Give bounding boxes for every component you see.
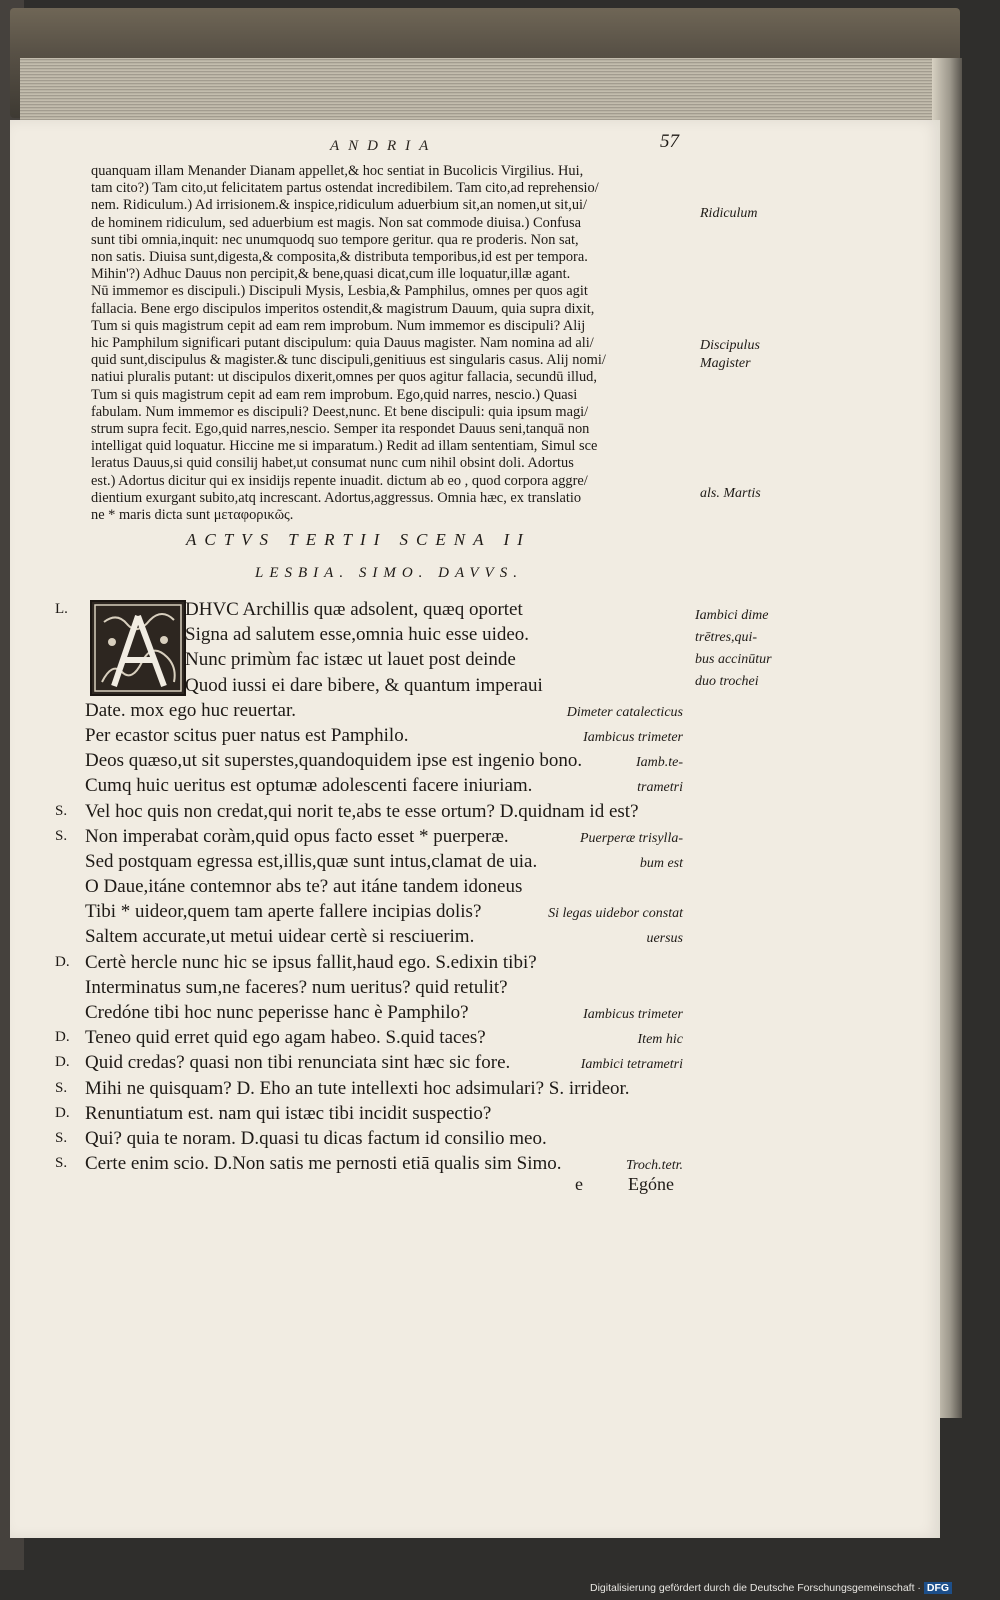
page-edges [20, 58, 948, 128]
verse-text: Nunc primùm fac istæc ut lauet post deinde [185, 649, 516, 671]
commentary-line: natiui pluralis putant: ut discipulos dixerit,omnes per quos agitur fallacia, secundū illud, [91, 369, 597, 386]
commentary-line: Tum si quis magistrum cepit ad eam rem improbum. Num immemor es discipuli? Alij [91, 317, 586, 334]
meter-note: Puerperæ trisylla- [579, 830, 683, 846]
verse-line [85, 698, 687, 723]
verse-text: DHVC Archillis quæ adsolent, quæq oportet [185, 599, 523, 620]
verse-line [85, 924, 687, 949]
meter-note: Si legas uidebor constat [548, 906, 683, 922]
verse-text: Certè hercle nunc hic se ipsus fallit,haud ego. S.edixin tibi? [85, 951, 537, 973]
credit-text: Digitalisierung gefördert durch die Deutsche Forschungsgemeinschaft · [590, 1582, 921, 1594]
verse-text: Certe enim scio. D.Non satis me pernosti etiā qualis sim Simo. [85, 1153, 562, 1175]
verse-text: Date. mox ego huc reuertar. [85, 699, 297, 721]
verse-line [85, 1000, 687, 1025]
verse-line [55, 1076, 687, 1101]
meter-note: Iambici tetrametri [580, 1057, 683, 1073]
commentary-line: quanquam illam Menander Dianam appellet,& hoc sentiat in Bucolicis Virgilius. Hui, [91, 163, 584, 179]
verse-margin-note [695, 605, 772, 693]
commentary-line: Mihin'?) Adhuc Dauus non percipit,& bene,quasi dicat,cum ille loquatur,illæ agant. [91, 266, 571, 283]
commentary-line: sunt tibi omnia,inquit: nec unumquodq suo tempore geritur. qua re proderis. Non sat, [91, 231, 579, 248]
speaker-mark: D. [55, 1104, 70, 1121]
commentary-line: hic Pamphilum significari putant discipulum: quia Dauus magister. Nam nomina ad ali/ [91, 335, 594, 352]
verse-line [55, 824, 687, 849]
commentary-line: dientium exurgant subito,atq increscant. Adortus,aggressus. Omnia hæc, ex translatio [91, 489, 582, 506]
speaker-mark: D. [55, 953, 70, 970]
speaker-mark: S. [55, 802, 68, 819]
verse-text: Qui? quia te noram. D.quasi tu dicas factum id consilio meo. [85, 1127, 547, 1149]
page-number: 57 [660, 131, 679, 152]
meter-note: Item hic [637, 1032, 683, 1048]
verse-margin-line: duo trochei [695, 674, 759, 689]
margin-note-martis: als. Martis [700, 486, 761, 501]
commentary-line: Tum si quis magistrum cepit ad eam rem improbum. Ego,quid narres, nescio.) Quasi [91, 386, 578, 403]
signature-mark: e [575, 1174, 583, 1194]
speaker-mark: D. [55, 1054, 70, 1071]
verse-text: O Daue,itáne contemnor abs te? aut itáne tandem idoneus [85, 876, 523, 898]
verse-line [85, 723, 687, 748]
meter-note: Troch.tetr. [625, 1158, 683, 1174]
verse-margin-line: Iambici dime [695, 608, 769, 623]
meter-note: trametri [637, 780, 683, 796]
commentary-line: tam cito?) Tam cito,ut felicitatem partus ostendat incredibilem. Tam cito,ad reprehensio/ [91, 180, 599, 197]
commentary-line: leratus Dauus,si quid consilij habet,ut consumat nunc cum nihil obsint doli. Adortus [91, 455, 574, 472]
verse-text: Teneo quid erret quid ego agam habeo. S.quid taces? [85, 1027, 486, 1049]
commentary-line: non satis. Diuisa sunt,digesta,& composita,& distributa temporibus,id est per tempora. [91, 249, 588, 266]
verse-text: Saltem accurate,ut metui uidear certè si resciuerim. [85, 926, 475, 948]
verse-line [85, 849, 687, 874]
verse-text: Sed postquam egressa est,illis,quæ sunt intus,clamat de uia. [85, 850, 538, 872]
catchword: Egóne [628, 1174, 674, 1194]
verse-text: Mihi ne quisquam? D. Eho an tute intellexti hoc adsimulari? S. irrideor. [85, 1077, 630, 1099]
meter-note: uersus [646, 931, 683, 947]
commentary-line: de hominem ridiculum, sed aduerbium est magis. Non sat commode diuisa.) Confusa [91, 214, 581, 231]
verse-line [85, 874, 687, 899]
verse-line [85, 673, 687, 698]
margin-note-line: Magister [700, 356, 751, 371]
scene-heading: ACTVS TERTII SCENA II [186, 530, 531, 549]
verse-line [85, 975, 687, 1000]
commentary-line: Nū immemor es discipuli.) Discipuli Mysis, Lesbia,& Pamphilus, omnes per quos agit [91, 283, 588, 300]
verse-text: Vel hoc quis non credat,qui norit te,abs te esse ortum? D.quidnam id est? [85, 800, 639, 822]
verse-line [55, 799, 687, 824]
meter-note: Iambicus trimeter [583, 1007, 683, 1022]
verse-text: Cumq huic ueritus est optumæ adolescenti facere iniuriam. [85, 775, 533, 797]
verse-margin-line: trētres,qui- [695, 630, 758, 645]
meter-note: bum est [639, 855, 683, 871]
verse-line [55, 1126, 687, 1151]
speaker-mark: S. [55, 1155, 68, 1172]
dfg-logo: DFG [924, 1582, 952, 1594]
scene-persons: LESBIA. SIMO. DAVVS. [255, 565, 523, 581]
verse-line [55, 1050, 687, 1075]
speaker-mark: L. [55, 601, 68, 617]
commentary-line: intelligat quid loquatur. Hiccine me si imparatum.) Redit ad illam sententiam, Simul sce [91, 438, 598, 455]
commentary-block [91, 163, 691, 524]
verse-text: Non imperabat coràm,quid opus facto esset * puerperæ. [85, 825, 509, 847]
verse-text: Signa ad salutem esse,omnia huic esse uideo. [185, 624, 530, 646]
meter-note: Dimeter catalecticus [566, 704, 683, 720]
verse-line [55, 950, 687, 975]
verse-line [85, 773, 687, 798]
verse-text: Quod iussi ei dare bibere, & quantum imperaui [185, 674, 543, 696]
verse-text: Interminatus sum,ne faceres? num ueritus? quid retulit? [85, 976, 508, 998]
speaker-mark: D. [55, 1029, 70, 1046]
meter-note: Iambicus trimeter [583, 729, 683, 745]
margin-note-ridiculum: Ridiculum [700, 206, 758, 221]
verse-text: Credóne tibi hoc nunc peperisse hanc è Pamphilo? [85, 1002, 469, 1023]
verse-block [55, 597, 687, 1176]
verse-text: Renuntiatum est. nam qui istæc tibi incidit suspectio? [85, 1102, 492, 1124]
speaker-mark: S. [55, 827, 68, 844]
verse-line [55, 1101, 687, 1126]
verse-text: Tibi * uideor,quem tam aperte fallere incipias dolis? [85, 901, 482, 923]
meter-note: Iamb.te- [635, 755, 683, 771]
margin-note-discipulus [700, 337, 760, 373]
commentary-line: est.) Adortus dicitur qui ex insidijs repente inuadit. dictum ab eo , quod corpora aggre/ [91, 472, 588, 489]
commentary-line: quid sunt,discipulus & magister.& tunc discipuli,genitiuus est singularis casus. Alij nomi/ [91, 352, 606, 369]
verse-text: Per ecastor scitus puer natus est Pamphilo. [85, 724, 409, 746]
digitization-credit [590, 1582, 1000, 1600]
verse-margin-line: bus accinūtur [695, 652, 772, 667]
commentary-line: fallacia. Bene ergo discipulos imperitos ostendit,& magistrum Dauum, quia supra dixit, [91, 300, 595, 317]
verse-line [85, 647, 687, 672]
speaker-mark: S. [55, 1129, 68, 1146]
verse-line [85, 899, 687, 924]
commentary-line: ne * maris dicta sunt μεταφορικῶς. [91, 507, 294, 524]
commentary-line: fabulam. Num immemor es discipuli? Deest,nunc. Et bene discipuli: quia ipsum magi/ [91, 403, 589, 420]
verse-text: Quid credas? quasi non tibi renunciata sint hæc sic fore. [85, 1052, 511, 1074]
running-title: ANDRIA [330, 138, 438, 154]
commentary-line: nem. Ridiculum.) Ad irrisionem.& inspice,ridiculum aduerbium sit,an nomen,ut sit,ui/ [91, 197, 588, 214]
verse-text: Deos quæso,ut sit superstes,quandoquidem ipse est ingenio bono. [85, 750, 583, 772]
verse-line [55, 1151, 687, 1176]
verse-line [55, 1025, 687, 1050]
verse-line [85, 748, 687, 773]
margin-note-line: Discipulus [700, 338, 760, 353]
verse-line [55, 597, 687, 622]
commentary-line: strum supra fecit. Ego,quid narres,nescio. Semper ita respondet Dauus seni,tanquā non [91, 421, 590, 438]
verse-line [85, 622, 687, 647]
speaker-mark: S. [55, 1079, 68, 1096]
